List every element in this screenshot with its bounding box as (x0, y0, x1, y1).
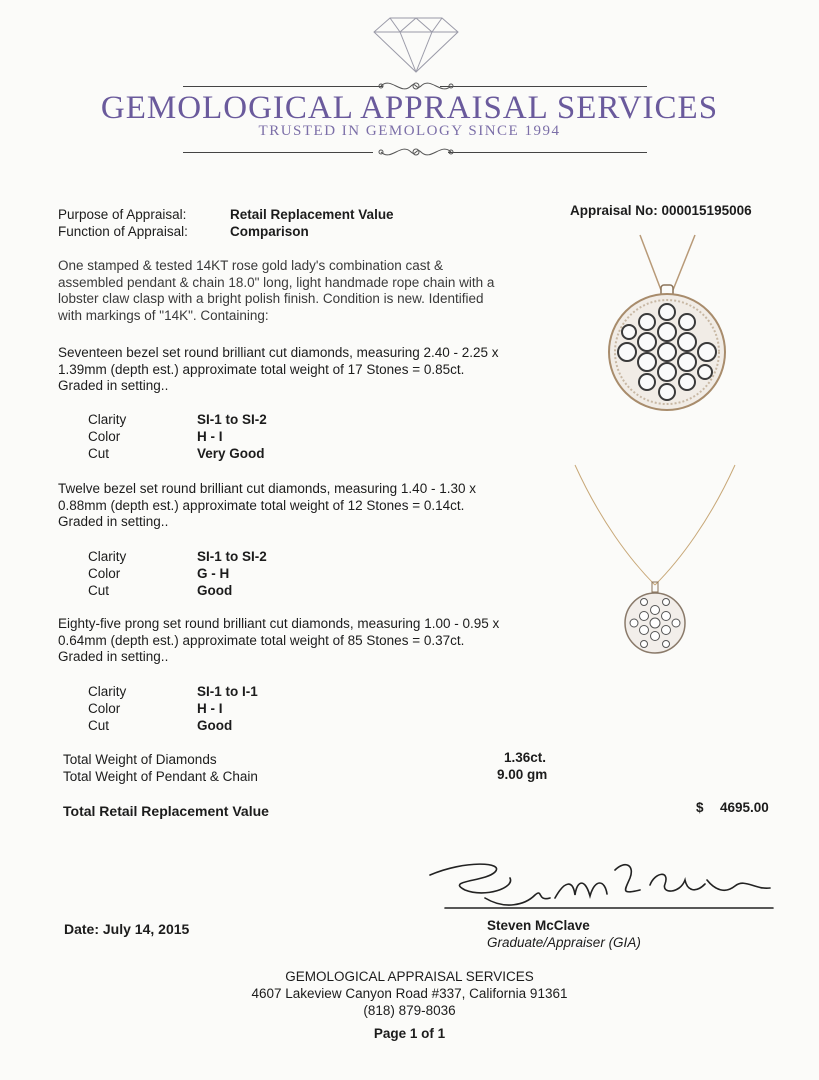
company-tagline: TRUSTED IN GEMOLOGY SINCE 1994 (258, 123, 561, 139)
group-1-clarity-label: Clarity (88, 412, 127, 427)
header-rule-left-bottom (183, 152, 373, 153)
group-1-color-value: H - I (197, 429, 223, 444)
header-rule-right-top (440, 86, 647, 87)
function-label: Function of Appraisal: (58, 224, 188, 239)
flourish-ornament-bottom-icon (371, 140, 461, 164)
diamond-logo-icon (370, 14, 462, 76)
company-title: GEMOLOGICAL APPRAISAL SERVICES (100, 90, 719, 126)
pendant-on-chain-photo (570, 460, 740, 660)
signature-mark (425, 850, 775, 920)
total-diamond-weight-value: 1.36ct. (504, 750, 547, 765)
appraiser-name: Steven McClave (487, 918, 590, 933)
total-value-amount: 4695.00 (720, 800, 769, 815)
pendant-closeup-photo (595, 230, 745, 420)
group-3-cut-label: Cut (88, 718, 110, 733)
group-1-cut-value: Very Good (197, 446, 265, 461)
stone-group-2-description: Twelve bezel set round brilliant cut diamonds, measuring 1.40 - 1.30 x 0.88mm (depth est.) approximate total weight of 12 Stones = 0.14ct. Graded in setting.. (58, 481, 476, 529)
group-1-cut-label: Cut (88, 446, 110, 461)
purpose-label: Purpose of Appraisal: (58, 207, 187, 222)
appraisal-date: Date: July 14, 2015 (64, 921, 190, 937)
total-value-label: Total Retail Replacement Value (63, 803, 269, 819)
group-3-clarity-value: SI-1 to I-1 (197, 684, 258, 699)
function-value: Comparison (230, 224, 309, 239)
total-pendant-weight-value: 9.00 gm (497, 767, 548, 782)
group-1-clarity-value: SI-1 to SI-2 (197, 412, 267, 427)
group-2-clarity-value: SI-1 to SI-2 (197, 549, 267, 564)
footer-company: GEMOLOGICAL APPRAISAL SERVICES (285, 969, 534, 984)
purpose-value: Retail Replacement Value (230, 207, 394, 222)
appraisal-number: Appraisal No: 000015195006 (570, 203, 752, 218)
appraiser-title: Graduate/Appraiser (GIA) (487, 935, 641, 950)
group-3-cut-value: Good (197, 718, 233, 733)
group-3-color-label: Color (88, 701, 121, 716)
header-rule-left-top (183, 86, 383, 87)
total-pendant-weight-label: Total Weight of Pendant & Chain (63, 769, 258, 784)
group-2-color-value: G - H (197, 566, 230, 581)
group-2-clarity-label: Clarity (88, 549, 127, 564)
group-2-color-label: Color (88, 566, 121, 581)
currency-symbol: $ (696, 800, 704, 815)
total-diamond-weight-label: Total Weight of Diamonds (63, 752, 217, 767)
group-3-clarity-label: Clarity (88, 684, 127, 699)
footer-page-number: Page 1 of 1 (373, 1026, 446, 1041)
stone-group-1-description: Seventeen bezel set round brilliant cut diamonds, measuring 2.40 - 2.25 x 1.39mm (depth est.) approximate total weight of 17 Stones = 0.85ct. Graded in setting.. (58, 345, 499, 393)
stone-group-3-description: Eighty-five prong set round brilliant cut diamonds, measuring 1.00 - 0.95 x 0.64mm (depth est.) approximate total weight of 85 Stones = 0.37ct. Graded in setting.. (58, 616, 500, 664)
group-3-color-value: H - I (197, 701, 223, 716)
footer-address: 4607 Lakeview Canyon Road #337, California 91361 (251, 986, 568, 1001)
group-2-cut-value: Good (197, 583, 233, 598)
footer-phone: (818) 879-8036 (363, 1003, 456, 1018)
header-rule-right-bottom (448, 152, 647, 153)
group-2-cut-label: Cut (88, 583, 110, 598)
group-1-color-label: Color (88, 429, 121, 444)
item-description: One stamped & tested 14KT rose gold lady's combination cast & assembled pendant & chain 18.0" long, light handmade rope chain with a lobster claw clasp with a bright polish finish. Condition is new. Identified with markings of "14K". Containing: (58, 258, 495, 323)
